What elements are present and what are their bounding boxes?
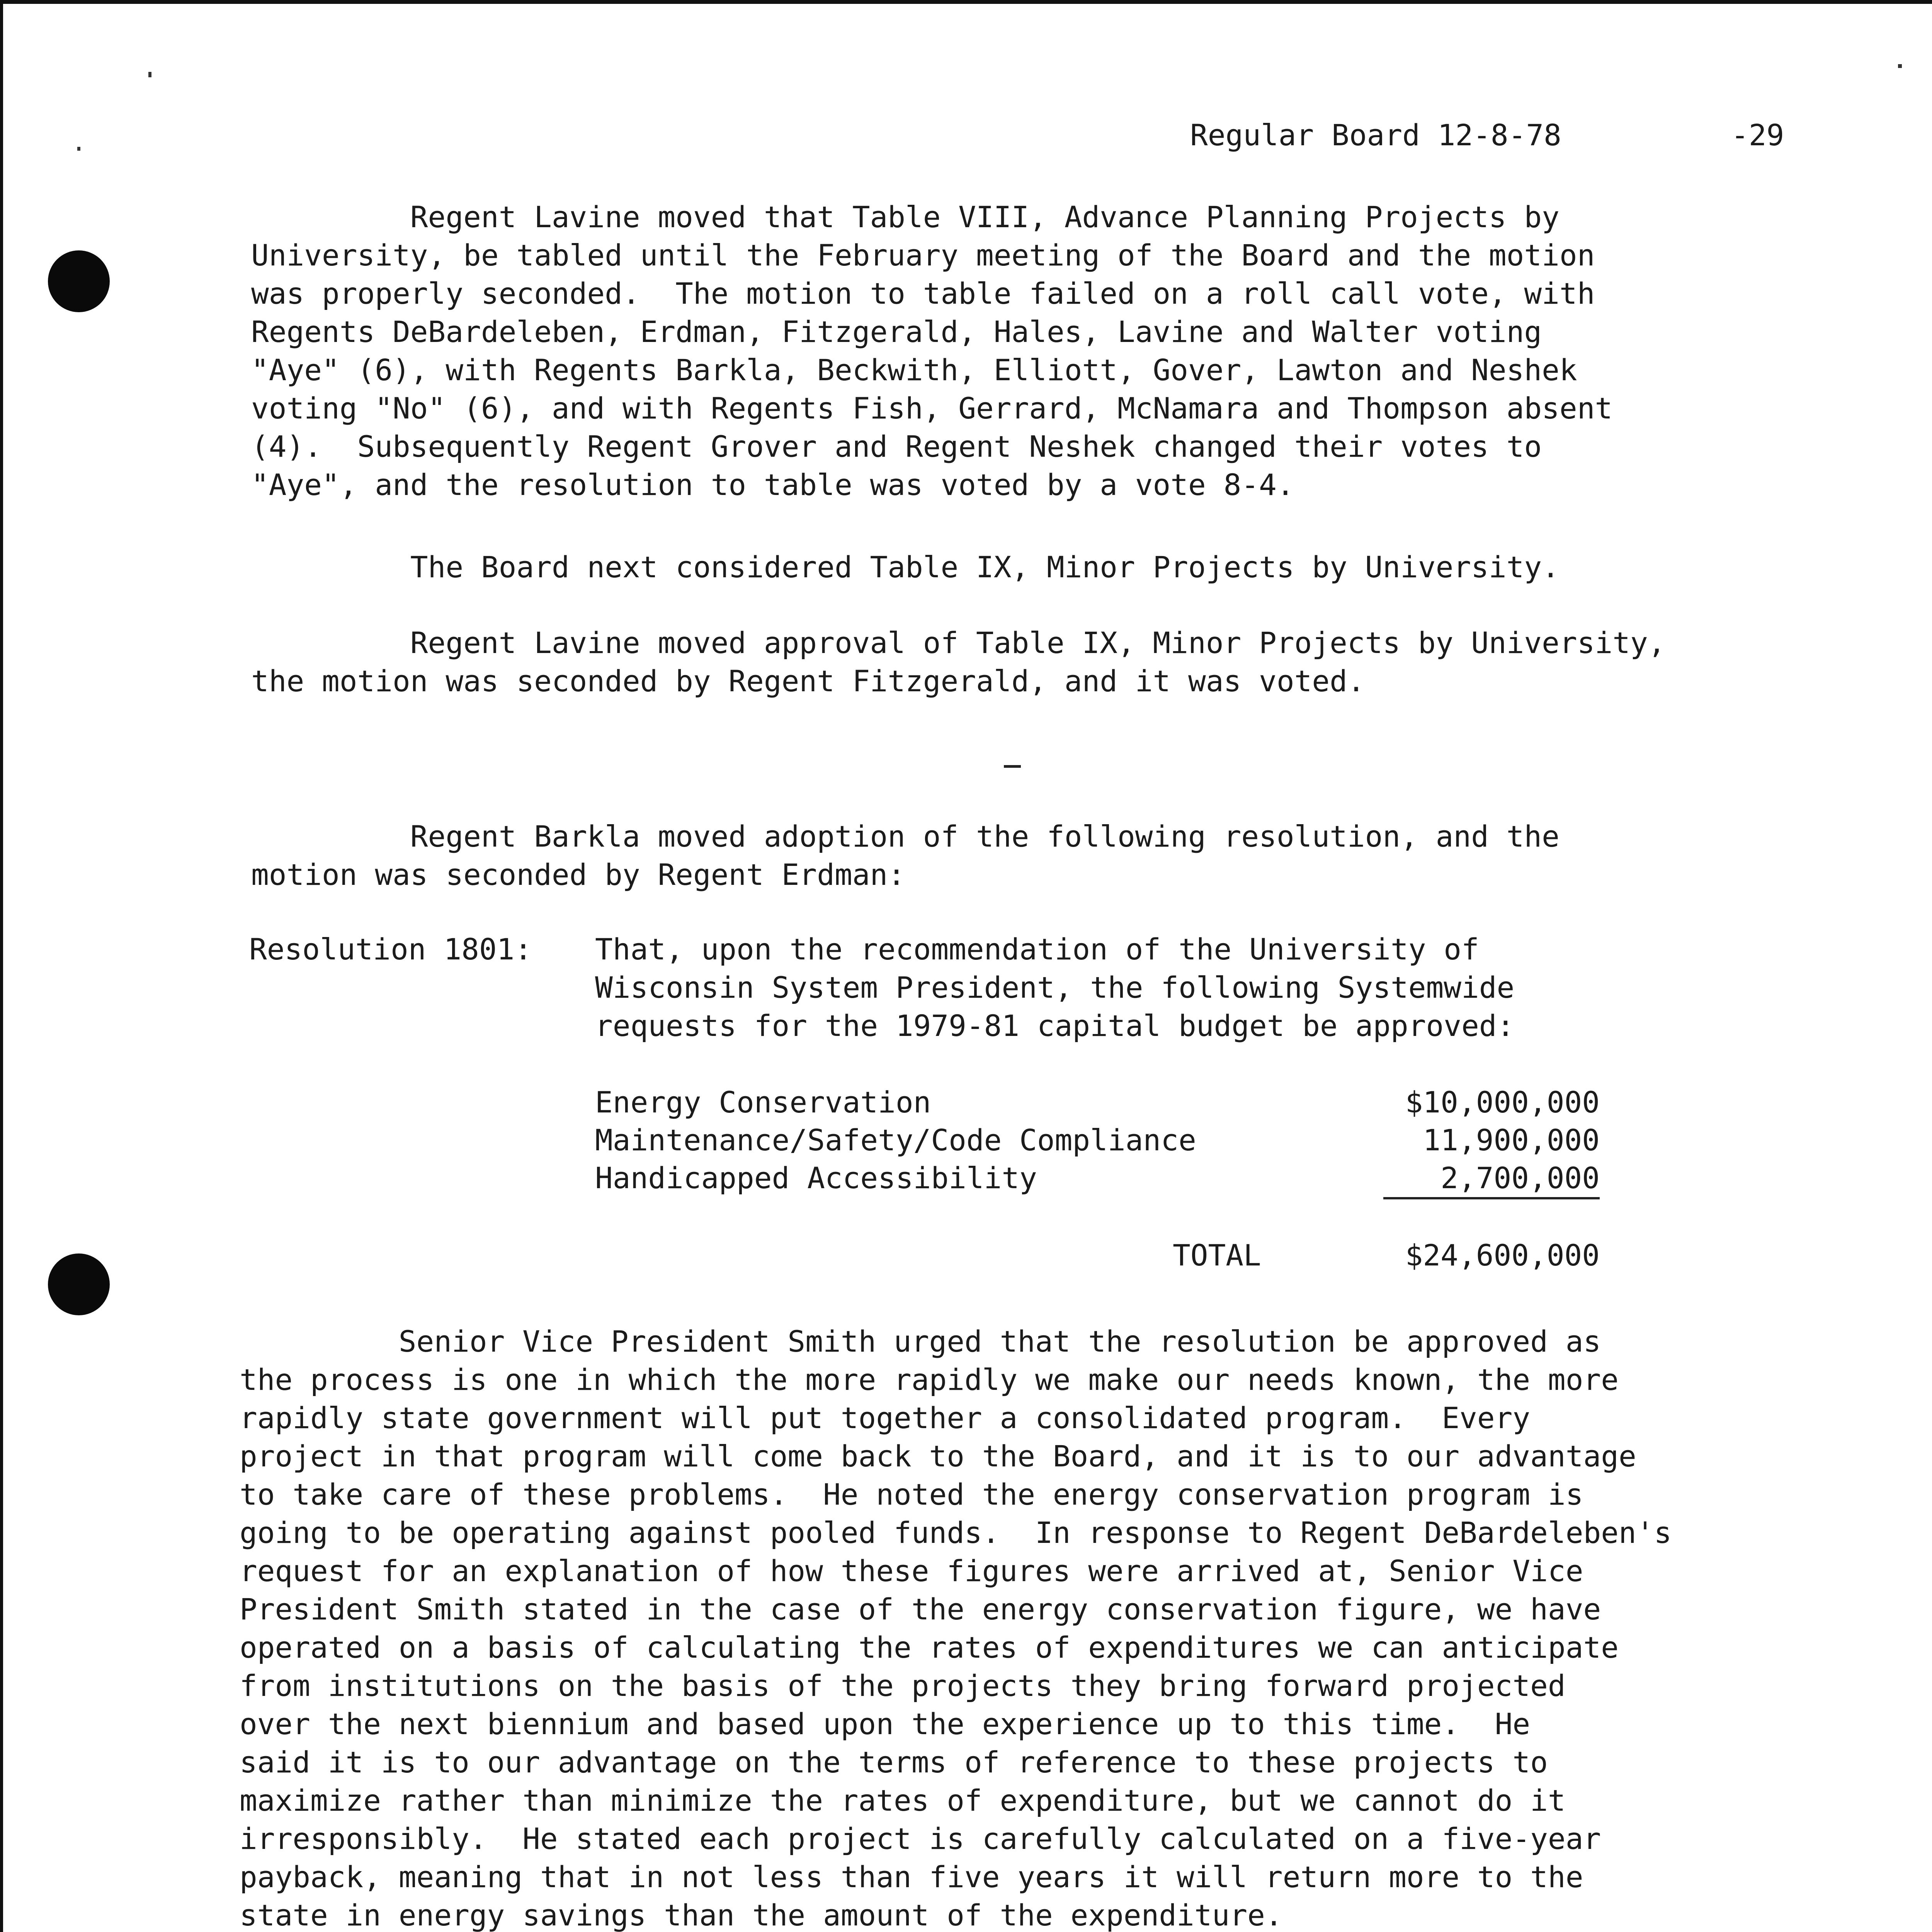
budget-item-amount: 2,700,000 (1440, 1161, 1600, 1195)
budget-item-amount: 11,900,000 (1423, 1123, 1600, 1157)
scan-border-top (0, 0, 1932, 4)
paragraph-table-ix: The Board next considered Table IX, Minor Projects by University. (251, 550, 1560, 584)
paragraph-barkla-motion: Regent Barkla moved adoption of the following resolution, and the motion was seconded by Regent Erdman: (251, 819, 1560, 892)
punch-hole-icon (48, 1253, 110, 1315)
scan-speck (77, 147, 80, 151)
paragraph-tabling-motion: Regent Lavine moved that Table VIII, Advance Planning Projects by University, be tabled until the February meeting of the Board and the motion was properly seconded. The motion to table failed on a roll call vote, with Regents DeBardeleben, Erdman, Fitzgerald, Hales, Lavine and Walter voting "Aye" (6), with Regents Barkla, Beckwith, Elliott, Gover, Lawton and Neshek voting "No" (6), and with Regents Fish, Gerrard, McNamara and Thompson absent (4). Subsequently Regent Grover and Regent Neshek changed their votes to "Aye", and the resolution to table was voted by a vote 8-4. (251, 200, 1613, 502)
page-number: -29 (1731, 118, 1784, 152)
scan-speck (1898, 64, 1902, 68)
budget-item-amount: $10,000,000 (1405, 1085, 1600, 1119)
budget-row (595, 1083, 1600, 1121)
resolution-label: Resolution 1801: (249, 932, 532, 966)
budget-item-name: Maintenance/Safety/Code Compliance (595, 1123, 1196, 1157)
paragraph-approval-table-ix: Regent Lavine moved approval of Table IX, Minor Projects by University, the motion was seconded by Regent Fitzgerald, and it was voted. (251, 626, 1666, 698)
resolution-text: That, upon the recommendation of the University of Wisconsin System President, the following Systemwide requests for the 1979-81 capital budget be approved: (595, 932, 1515, 1043)
budget-total-row (595, 1236, 1600, 1274)
punch-hole-icon (48, 250, 110, 312)
scan-speck (148, 72, 151, 77)
budget-row (595, 1121, 1600, 1159)
paragraph-smith-remarks: Senior Vice President Smith urged that the resolution be approved as the process is one in which the more rapidly we make our needs known, the more rapidly state government will put together a consolidated program. Every project in that program will come back to the Board, and it is to our advantage to take care of these problems. He noted the energy conservation program is going to be operating against pooled funds. In response to Regent DeBardeleben's request for an explanation of how these figures were arrived at, Senior Vice President Smith stated in the case of the energy conservation figure, we have operated on a basis of calculating the rates of expenditures we can anticipate from institutions on the basis of the projects they bring forward projected over the next biennium and based upon the experience up to this time. He said it is to our advantage on the terms of reference to these projects to maximize rather than minimize the rates of expenditure, but we cannot do it irresponsibly. He stated each project is carefully calculated on a five-year payback, meaning that in not less than five years it will return more to the state in energy savings than the amount of the expenditure. (240, 1324, 1672, 1932)
budget-row (595, 1159, 1600, 1197)
total-label: TOTAL (1173, 1238, 1261, 1272)
total-amount: $24,600,000 (1405, 1238, 1600, 1272)
scan-border-left (0, 0, 3, 1932)
section-separator (1004, 765, 1021, 768)
budget-item-name: Energy Conservation (595, 1085, 931, 1119)
budget-table (595, 1083, 1600, 1197)
budget-item-name: Handicapped Accessibility (595, 1161, 1037, 1195)
header-title: Regular Board 12-8-78 (1190, 118, 1561, 152)
page-header (1190, 116, 1793, 155)
sum-underline (1383, 1197, 1600, 1199)
